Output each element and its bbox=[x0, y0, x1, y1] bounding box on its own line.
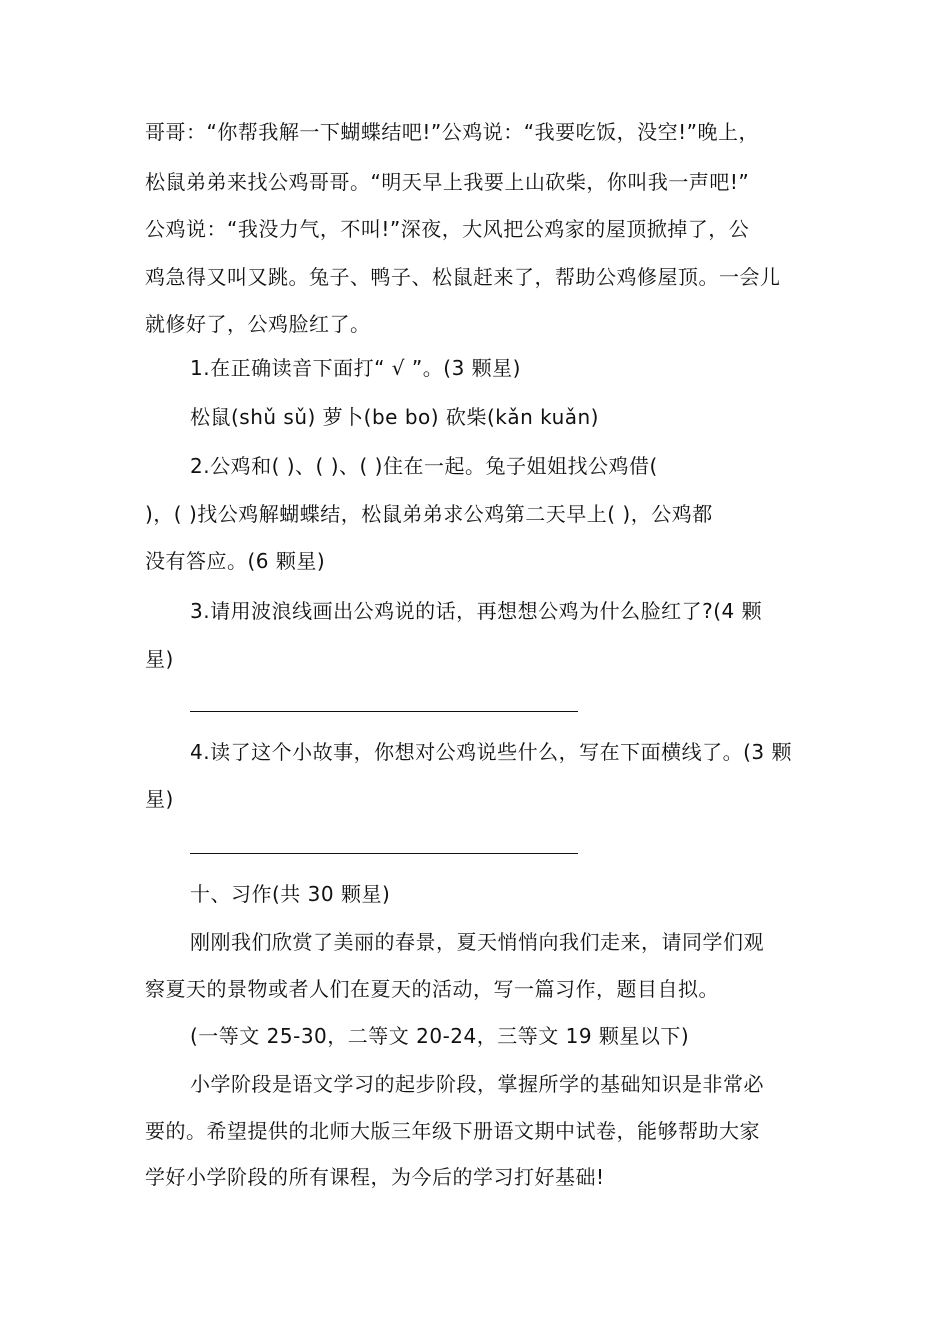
story-line-5: 就修好了，公鸡脸红了。 bbox=[145, 312, 371, 336]
question-2-line-1: 2.公鸡和( )、( )、( )住在一起。兔子姐姐找公鸡借( bbox=[190, 454, 658, 478]
question-1-options: 松鼠(shǔ sǔ) 萝卜(be bo) 砍柴(kǎn kuǎn) bbox=[190, 405, 599, 429]
closing-line-2: 要的。希望提供的北师大版三年级下册语文期中试卷，能够帮助大家 bbox=[145, 1119, 760, 1143]
composition-heading: 十、习作(共 30 颗星) bbox=[190, 882, 391, 906]
question-4-line-1: 4.读了这个小故事，你想对公鸡说些什么，写在下面横线了。(3 颗 bbox=[190, 740, 792, 764]
question-3-line-2: 星) bbox=[145, 647, 174, 671]
question-4-line-2: 星) bbox=[145, 787, 174, 811]
story-line-3: 公鸡说：“我没力气，不叫!”深夜，大风把公鸡家的屋顶掀掉了，公 bbox=[145, 217, 750, 241]
story-line-2: 松鼠弟弟来找公鸡哥哥。“明天早上我要上山砍柴，你叫我一声吧!” bbox=[145, 170, 750, 194]
answer-line-3[interactable] bbox=[190, 711, 578, 712]
closing-line-1: 小学阶段是语文学习的起步阶段，掌握所学的基础知识是非常必 bbox=[190, 1072, 764, 1096]
composition-grading: (一等文 25-30，二等文 20-24，三等文 19 颗星以下) bbox=[190, 1024, 690, 1048]
question-3-line-1: 3.请用波浪线画出公鸡说的话，再想想公鸡为什么脸红了?(4 颗 bbox=[190, 599, 763, 623]
question-1: 1.在正确读音下面打“ √ ”。(3 颗星) bbox=[190, 356, 521, 380]
story-line-1: 哥哥：“你帮我解一下蝴蝶结吧!”公鸡说：“我要吃饭，没空!”晚上， bbox=[145, 120, 759, 144]
composition-prompt-line-1: 刚刚我们欣赏了美丽的春景，夏天悄悄向我们走来，请同学们观 bbox=[190, 930, 764, 954]
story-line-4: 鸡急得又叫又跳。兔子、鸭子、松鼠赶来了，帮助公鸡修屋顶。一会儿 bbox=[145, 265, 781, 289]
answer-line-4[interactable] bbox=[190, 853, 578, 854]
question-2-line-3: 没有答应。(6 颗星) bbox=[145, 549, 326, 573]
composition-prompt-line-2: 察夏天的景物或者人们在夏天的活动，写一篇习作，题目自拟。 bbox=[145, 977, 719, 1001]
question-2-line-2: )，( )找公鸡解蝴蝶结，松鼠弟弟求公鸡第二天早上( )，公鸡都 bbox=[145, 502, 713, 526]
closing-line-3: 学好小学阶段的所有课程，为今后的学习打好基础! bbox=[145, 1165, 605, 1189]
